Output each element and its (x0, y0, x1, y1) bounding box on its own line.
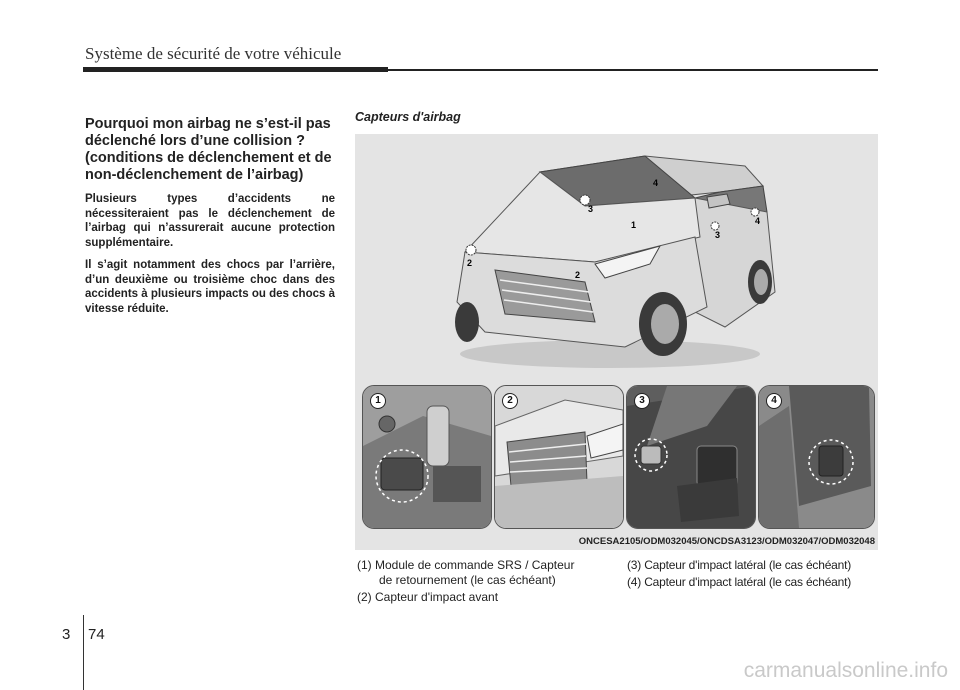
car-illustration (445, 142, 785, 374)
callout-2b: 2 (575, 270, 581, 280)
section-heading: Pourquoi mon airbag ne s’est-il pas déclenché lors d’une collision ? (conditions de déclenchement et de non-déclenchement de l’airbag) (85, 116, 332, 183)
header-rule-thick (83, 67, 388, 72)
inset-door-sensor (626, 385, 756, 529)
page-number: 74 (88, 626, 105, 643)
inset-number-4: 4 (766, 393, 782, 409)
callout-3a: 3 (588, 204, 594, 214)
inset-number-1: 1 (370, 393, 386, 409)
callout-4a: 4 (653, 178, 659, 188)
callout-3b: 3 (715, 230, 721, 240)
figure-code: ONCESA2105/ODM032045/ONCDSA3123/ODM032047/ODM032048 (578, 536, 875, 547)
left-column (85, 116, 335, 324)
figure-caption-title: Capteurs d'airbag (355, 110, 461, 124)
legend-item-2: (2) Capteur d'impact avant (357, 590, 499, 604)
header-rule-thin (388, 69, 878, 71)
legend-left (357, 558, 622, 607)
paragraph-2: Il s’agit notamment des chocs par l’arrière, d’un deuxième ou troisième choc dans des accidents à plusieurs impacts ou des chocs à vitesse réduite. (85, 259, 335, 315)
inset-front-sensor (494, 385, 624, 529)
page-number-separator (83, 615, 84, 690)
callout-1: 1 (631, 220, 637, 230)
legend-item-3: (3) Capteur d'impact latéral (le cas échéant) (627, 558, 852, 572)
legend-item-1 (357, 558, 622, 588)
page-chapter: 3 (62, 626, 71, 643)
legend-item-1-line1: (1) Module de commande SRS / Capteur (357, 558, 575, 572)
paragraph-1: Plusieurs types d’accidents ne nécessiteraient pas le déclenchement de l’airbag qui n’assurerait aucune protection supplémentaire. (85, 193, 335, 249)
callout-4b: 4 (755, 216, 761, 226)
inset-number-3: 3 (634, 393, 650, 409)
callout-2a: 2 (467, 258, 473, 268)
inset-number-2: 2 (502, 393, 518, 409)
watermark: carmanualsonline.info (743, 659, 948, 682)
legend-right (627, 558, 887, 592)
figure-airbag-sensors (355, 134, 878, 550)
page-header-title: Système de sécurité de votre véhicule (85, 44, 342, 63)
legend-item-1-line2: de retournement (le cas échéant) (379, 573, 556, 587)
inset-seat-sensor (758, 385, 875, 529)
legend-item-4: (4) Capteur d'impact latéral (le cas échéant) (627, 575, 852, 589)
inset-console-sensor (362, 385, 492, 529)
